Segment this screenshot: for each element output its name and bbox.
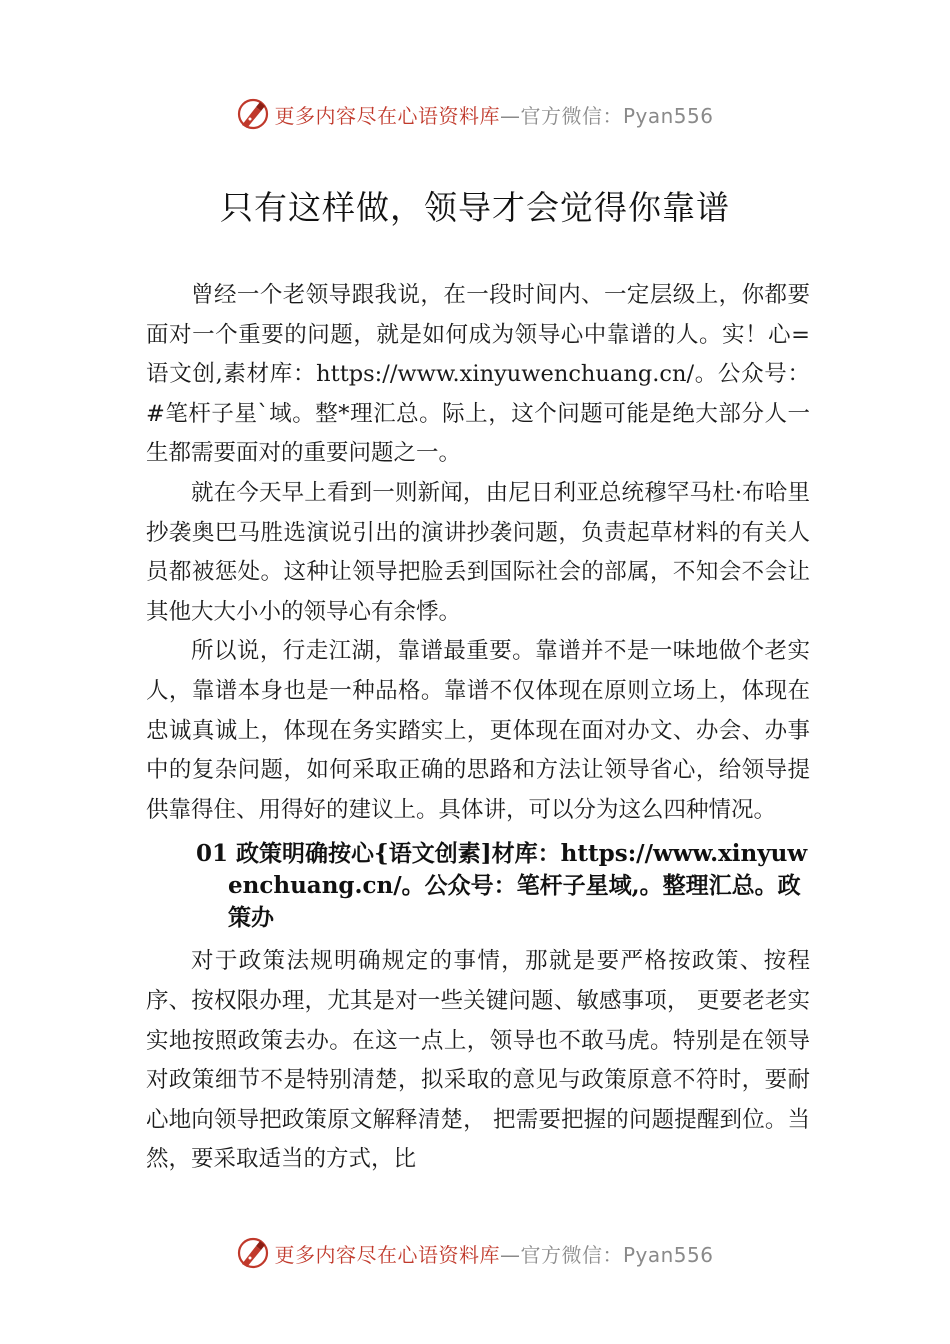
header-banner-text bbox=[274, 100, 713, 129]
banner-wechat-text: —官方微信：Pyan556 bbox=[499, 103, 714, 128]
pen-logo-icon bbox=[236, 97, 270, 131]
paragraph-3: 所以说，行走江湖，靠谱最重要。靠谱并不是一味地做个老实人，靠谱本身也是一种品格。靠谱不仅体现在原则立场上，体现在忠诚真诚上，体现在务实踏实上，更体现在面对办文、办会、办事中的复杂问题，如何采取正确的思路和方法让领导省心，给领导提供靠得住、用得好的建议上。具体讲，可以分为这么四种情况。 bbox=[146, 638, 810, 823]
footer-wechat-text: —官方微信：Pyan556 bbox=[499, 1242, 714, 1267]
banner-brand-text: 更多内容尽在心语资料库 bbox=[274, 103, 500, 128]
header-banner bbox=[0, 94, 950, 134]
paragraph-1: 曾经一个老领导跟我说，在一段时间内、一定层级上，你都要面对一个重要的问题，就是如何成为领导心中靠谱的人。实！心=语文创,素材库：https://www.xinyuwenchuang.cn/。公众号：#笔杆子星`域。整*理汇总。际上，这个问题可能是绝大部分人一生都需要面对的重要问题之一。 bbox=[146, 282, 810, 467]
footer-banner bbox=[0, 1233, 950, 1273]
footer-banner-text bbox=[274, 1239, 713, 1268]
paragraph-4: 对于政策法规明确规定的事情，那就是要严格按政策、按程序、按权限办理，尤其是对一些关键问题、敏感事项， 更要老老实实地按照政策去办。在这一点上，领导也不敢马虎。特别是在领导对政策细节不是特别清楚，拟采取的意见与政策原意不符时，要耐心地向领导把政策原文解释清楚， 把需要把握的问题提醒到位。当然，要采取适当的方式，比 bbox=[146, 948, 810, 1173]
paragraph-2: 就在今天早上看到一则新闻，由尼日利亚总统穆罕马杜·布哈里抄袭奥巴马胜选演说引出的演讲抄袭问题，负责起草材料的有关人员都被惩处。这种让领导把脸丢到国际社会的部属，不知会不会让其他大大小小的领导心有余悸。 bbox=[146, 479, 810, 625]
article-body bbox=[146, 276, 810, 1180]
page-title: 只有这样做，领导才会觉得你靠谱 bbox=[220, 188, 730, 227]
section-heading-01: 01 政策明确按心{语文创素]材库：https://www.xinyuwenchuang.cn/。公众号：笔杆子星域,。整理汇总。政策办 bbox=[196, 840, 808, 932]
pen-logo-icon bbox=[236, 1236, 270, 1270]
footer-brand-text: 更多内容尽在心语资料库 bbox=[274, 1242, 500, 1267]
